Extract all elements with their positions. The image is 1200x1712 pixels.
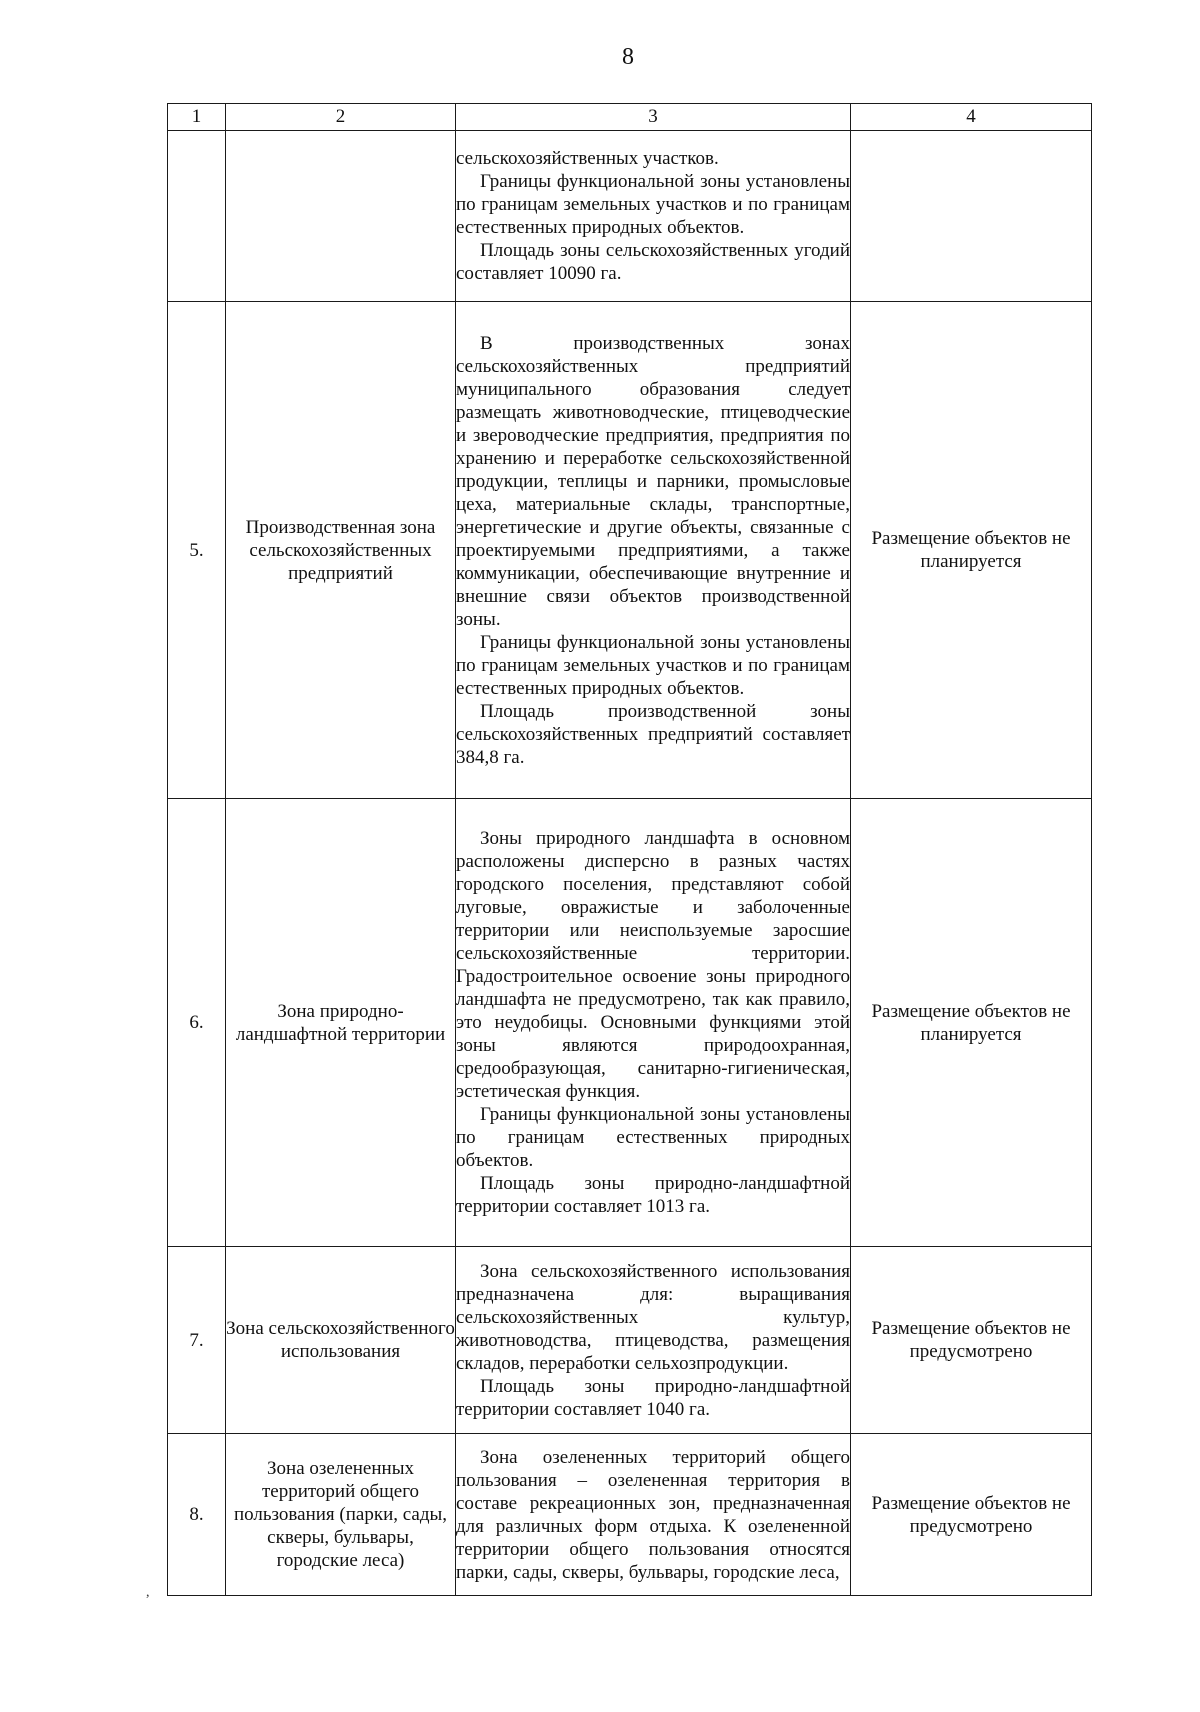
row-number: 6. <box>168 799 226 1247</box>
zone-name: Зона озелененных территорий общего пользования (парки, сады, скверы, бульвары, городские леса) <box>226 1434 456 1596</box>
planning-result: Размещение объектов не предусмотрено <box>851 1434 1092 1596</box>
table-row <box>168 131 1092 302</box>
description-paragraph: Границы функциональной зоны установлены по границам естественных природных объектов. <box>456 1104 850 1171</box>
description-paragraph: Площадь производственной зоны сельскохозяйственных предприятий составляет 384,8 га. <box>456 700 850 768</box>
zone-description <box>456 799 851 1247</box>
planning-result: Размещение объектов не планируется <box>851 799 1092 1247</box>
zone-description <box>456 1247 851 1434</box>
column-header-2: 2 <box>226 104 456 131</box>
zone-name: Производственная зона сельскохозяйственных предприятий <box>226 302 456 799</box>
zone-description <box>456 302 851 799</box>
zone-name: Зона природно-ландшафтной территории <box>226 799 456 1247</box>
table-row <box>168 1434 1092 1596</box>
planning-result: Размещение объектов не планируется <box>851 302 1092 799</box>
description-paragraph: В производственных зонах сельскохозяйственных предприятий муниципального образования следует размещать животноводческие, птицеводческие и звероводческие предприятия, предприятия по хранению и переработке сельскохозяйственной продукции, теплицы и парники, промысловые цеха, материальные склады, транспортные, энергетические и другие объекты, связанные с проектируемыми предприятиями, а также коммуникации, обеспечивающие внутренние и внешние связи объектов производственной зоны. <box>456 332 850 630</box>
table-header-row <box>168 104 1092 131</box>
zone-description <box>456 131 851 302</box>
description-paragraph: Границы функциональной зоны установлены по границам земельных участков и по границам естественных природных объектов. <box>456 631 850 699</box>
description-paragraph: Площадь зоны природно-ландшафтной территории составляет 1040 га. <box>456 1375 850 1420</box>
description-paragraph: Границы функциональной зоны установлены по границам земельных участков и по границам естественных природных объектов. <box>456 171 850 238</box>
scan-speck: , <box>146 1585 150 1600</box>
zone-description <box>456 1434 851 1596</box>
planning-result: Размещение объектов не предусмотрено <box>851 1247 1092 1434</box>
row-number <box>168 131 226 302</box>
zone-name: Зона сельскохозяйственного использования <box>226 1247 456 1434</box>
row-number: 5. <box>168 302 226 799</box>
page-number: 8 <box>622 44 634 70</box>
column-header-4: 4 <box>851 104 1092 131</box>
column-header-1: 1 <box>168 104 226 131</box>
description-paragraph: сельскохозяйственных участков. <box>456 148 719 169</box>
description-paragraph: Площадь зоны сельскохозяйственных угодий составляет 10090 га. <box>456 240 850 284</box>
description-paragraph: Зона сельскохозяйственного использования предназначена для: выращивания сельскохозяйственных культур, животноводства, птицеводства, размещения складов, переработки сельхозпродукции. <box>456 1260 850 1374</box>
table-row <box>168 302 1092 799</box>
table-row <box>168 799 1092 1247</box>
description-paragraph: Зоны природного ландшафта в основном расположены дисперсно в разных частях городского поселения, представляют собой луговые, овражистые и заболоченные территории или неиспользуемые заросшие сельскохозяйственные территории. Градостроительное освоение зоны природного ландшафта не предусмотрено, так как правило, это неудобицы. Основными функциями этой зоны являются природоохранная, средообразующая, санитарно-гигиеническая, эстетическая функция. <box>456 828 850 1102</box>
column-header-3: 3 <box>456 104 851 131</box>
description-paragraph: Зона озелененных территорий общего пользования – озелененная территория в составе рекреационных зон, предназначенная для различных форм отдыха. К озелененной территории общего пользования относятся парки, сады, скверы, бульвары, городские леса, <box>456 1446 850 1583</box>
table-row <box>168 1247 1092 1434</box>
planning-result <box>851 131 1092 302</box>
description-paragraph: Площадь зоны природно-ландшафтной территории составляет 1013 га. <box>456 1173 850 1217</box>
zone-name <box>226 131 456 302</box>
zones-table <box>167 103 1092 1596</box>
row-number: 8. <box>168 1434 226 1596</box>
row-number: 7. <box>168 1247 226 1434</box>
